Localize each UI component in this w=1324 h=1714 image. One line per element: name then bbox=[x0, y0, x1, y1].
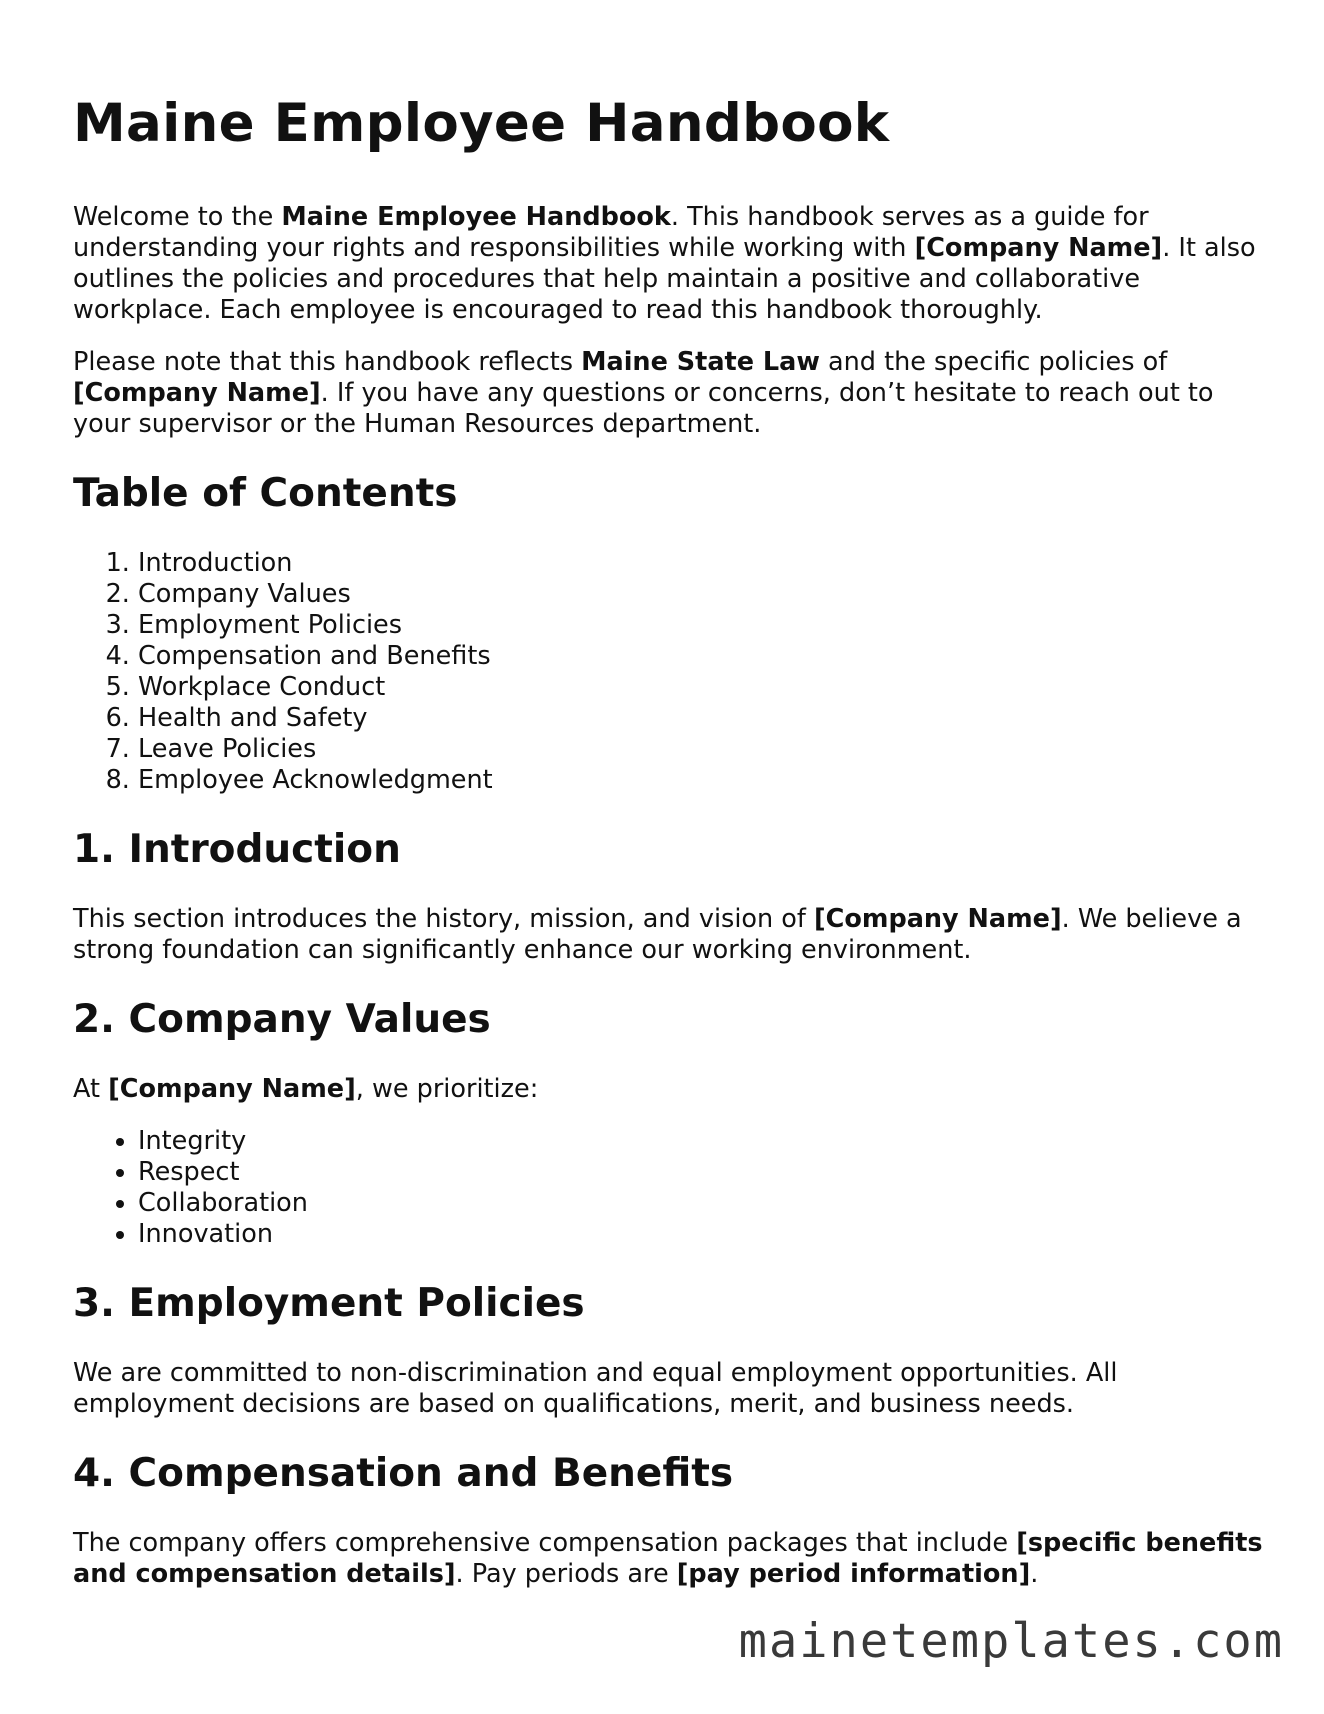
policies-paragraph: We are committed to non-discrimination and equal employment opportunities. All employment decisions are based on qualifications, merit, and business needs. bbox=[73, 1358, 1118, 1419]
section-heading-policies: 3. Employment Policies bbox=[73, 1281, 585, 1326]
toc-item: 6. Health and Safety bbox=[138, 703, 1263, 734]
watermark: mainetemplates.com bbox=[738, 1614, 1284, 1669]
text-run: . Pay periods are bbox=[455, 1559, 677, 1589]
text-run: . If you have any questions or concerns, don’t hesitate to reach out to your supervisor or the Human Resources department. bbox=[73, 378, 1214, 439]
section-heading-compensation: 4. Compensation and Benefits bbox=[73, 1451, 734, 1496]
values-paragraph bbox=[73, 1074, 1263, 1105]
bold-handbook-name: Maine Employee Handbook bbox=[281, 202, 671, 232]
text-run: . bbox=[1030, 1559, 1039, 1589]
intro-paragraph-2 bbox=[73, 347, 1263, 440]
text-run: . It also outlines the policies and procedures that help maintain a positive and collaborative workplace. Each employee is encouraged to read this handbook thoroughly. bbox=[73, 233, 1256, 325]
toc-heading: Table of Contents bbox=[73, 471, 458, 516]
bold-pay-period: [pay period information] bbox=[676, 1559, 1031, 1589]
text-run: At bbox=[73, 1074, 109, 1104]
bold-company-name: [Company Name] bbox=[813, 904, 1062, 934]
text-run: , we prioritize: bbox=[355, 1074, 539, 1104]
values-item: • Respect bbox=[138, 1157, 1263, 1188]
page-title: Maine Employee Handbook bbox=[73, 93, 890, 154]
toc-item: 2. Company Values bbox=[138, 579, 1263, 610]
bold-company-name: [Company Name] bbox=[914, 233, 1163, 263]
text-run: Please note that this handbook reflects bbox=[73, 347, 582, 377]
text-run: The company offers comprehensive compensation packages that include bbox=[73, 1528, 1017, 1558]
values-item: • Innovation bbox=[138, 1219, 1263, 1250]
text-run: . We believe a strong foundation can significantly enhance our working environment. bbox=[73, 904, 1242, 965]
section-heading-introduction: 1. Introduction bbox=[73, 827, 401, 872]
toc-item: 4. Compensation and Benefits bbox=[138, 641, 1263, 672]
toc-item: 1. Introduction bbox=[138, 548, 1263, 579]
compensation-paragraph bbox=[73, 1528, 1263, 1590]
values-item: • Collaboration bbox=[138, 1188, 1263, 1219]
toc-list bbox=[73, 548, 1263, 796]
bold-company-name: [Company Name] bbox=[108, 1074, 356, 1104]
values-item: • Integrity bbox=[138, 1126, 1263, 1157]
values-list bbox=[73, 1126, 1263, 1250]
text-run: . This handbook serves as a guide for understanding your rights and responsibilities while working with bbox=[73, 202, 1149, 263]
document-page bbox=[73, 0, 1263, 1590]
text-run: This section introduces the history, mission, and vision of bbox=[73, 904, 814, 934]
toc-item: 8. Employee Acknowledgment bbox=[138, 765, 1263, 796]
toc-item: 7. Leave Policies bbox=[138, 734, 1263, 765]
toc-item: 5. Workplace Conduct bbox=[138, 672, 1263, 703]
toc-item: 3. Employment Policies bbox=[138, 610, 1263, 641]
bold-benefits-details: [specific benefits and compensation details] bbox=[73, 1528, 1263, 1589]
intro-paragraph-1 bbox=[73, 202, 1263, 326]
text-run: and the specific policies of bbox=[819, 347, 1168, 377]
bold-company-name: [Company Name] bbox=[73, 378, 321, 408]
bold-state-law: Maine State Law bbox=[581, 347, 820, 377]
section-heading-values: 2. Company Values bbox=[73, 997, 491, 1042]
introduction-paragraph bbox=[73, 904, 1263, 966]
text-run: Welcome to the bbox=[73, 202, 282, 232]
